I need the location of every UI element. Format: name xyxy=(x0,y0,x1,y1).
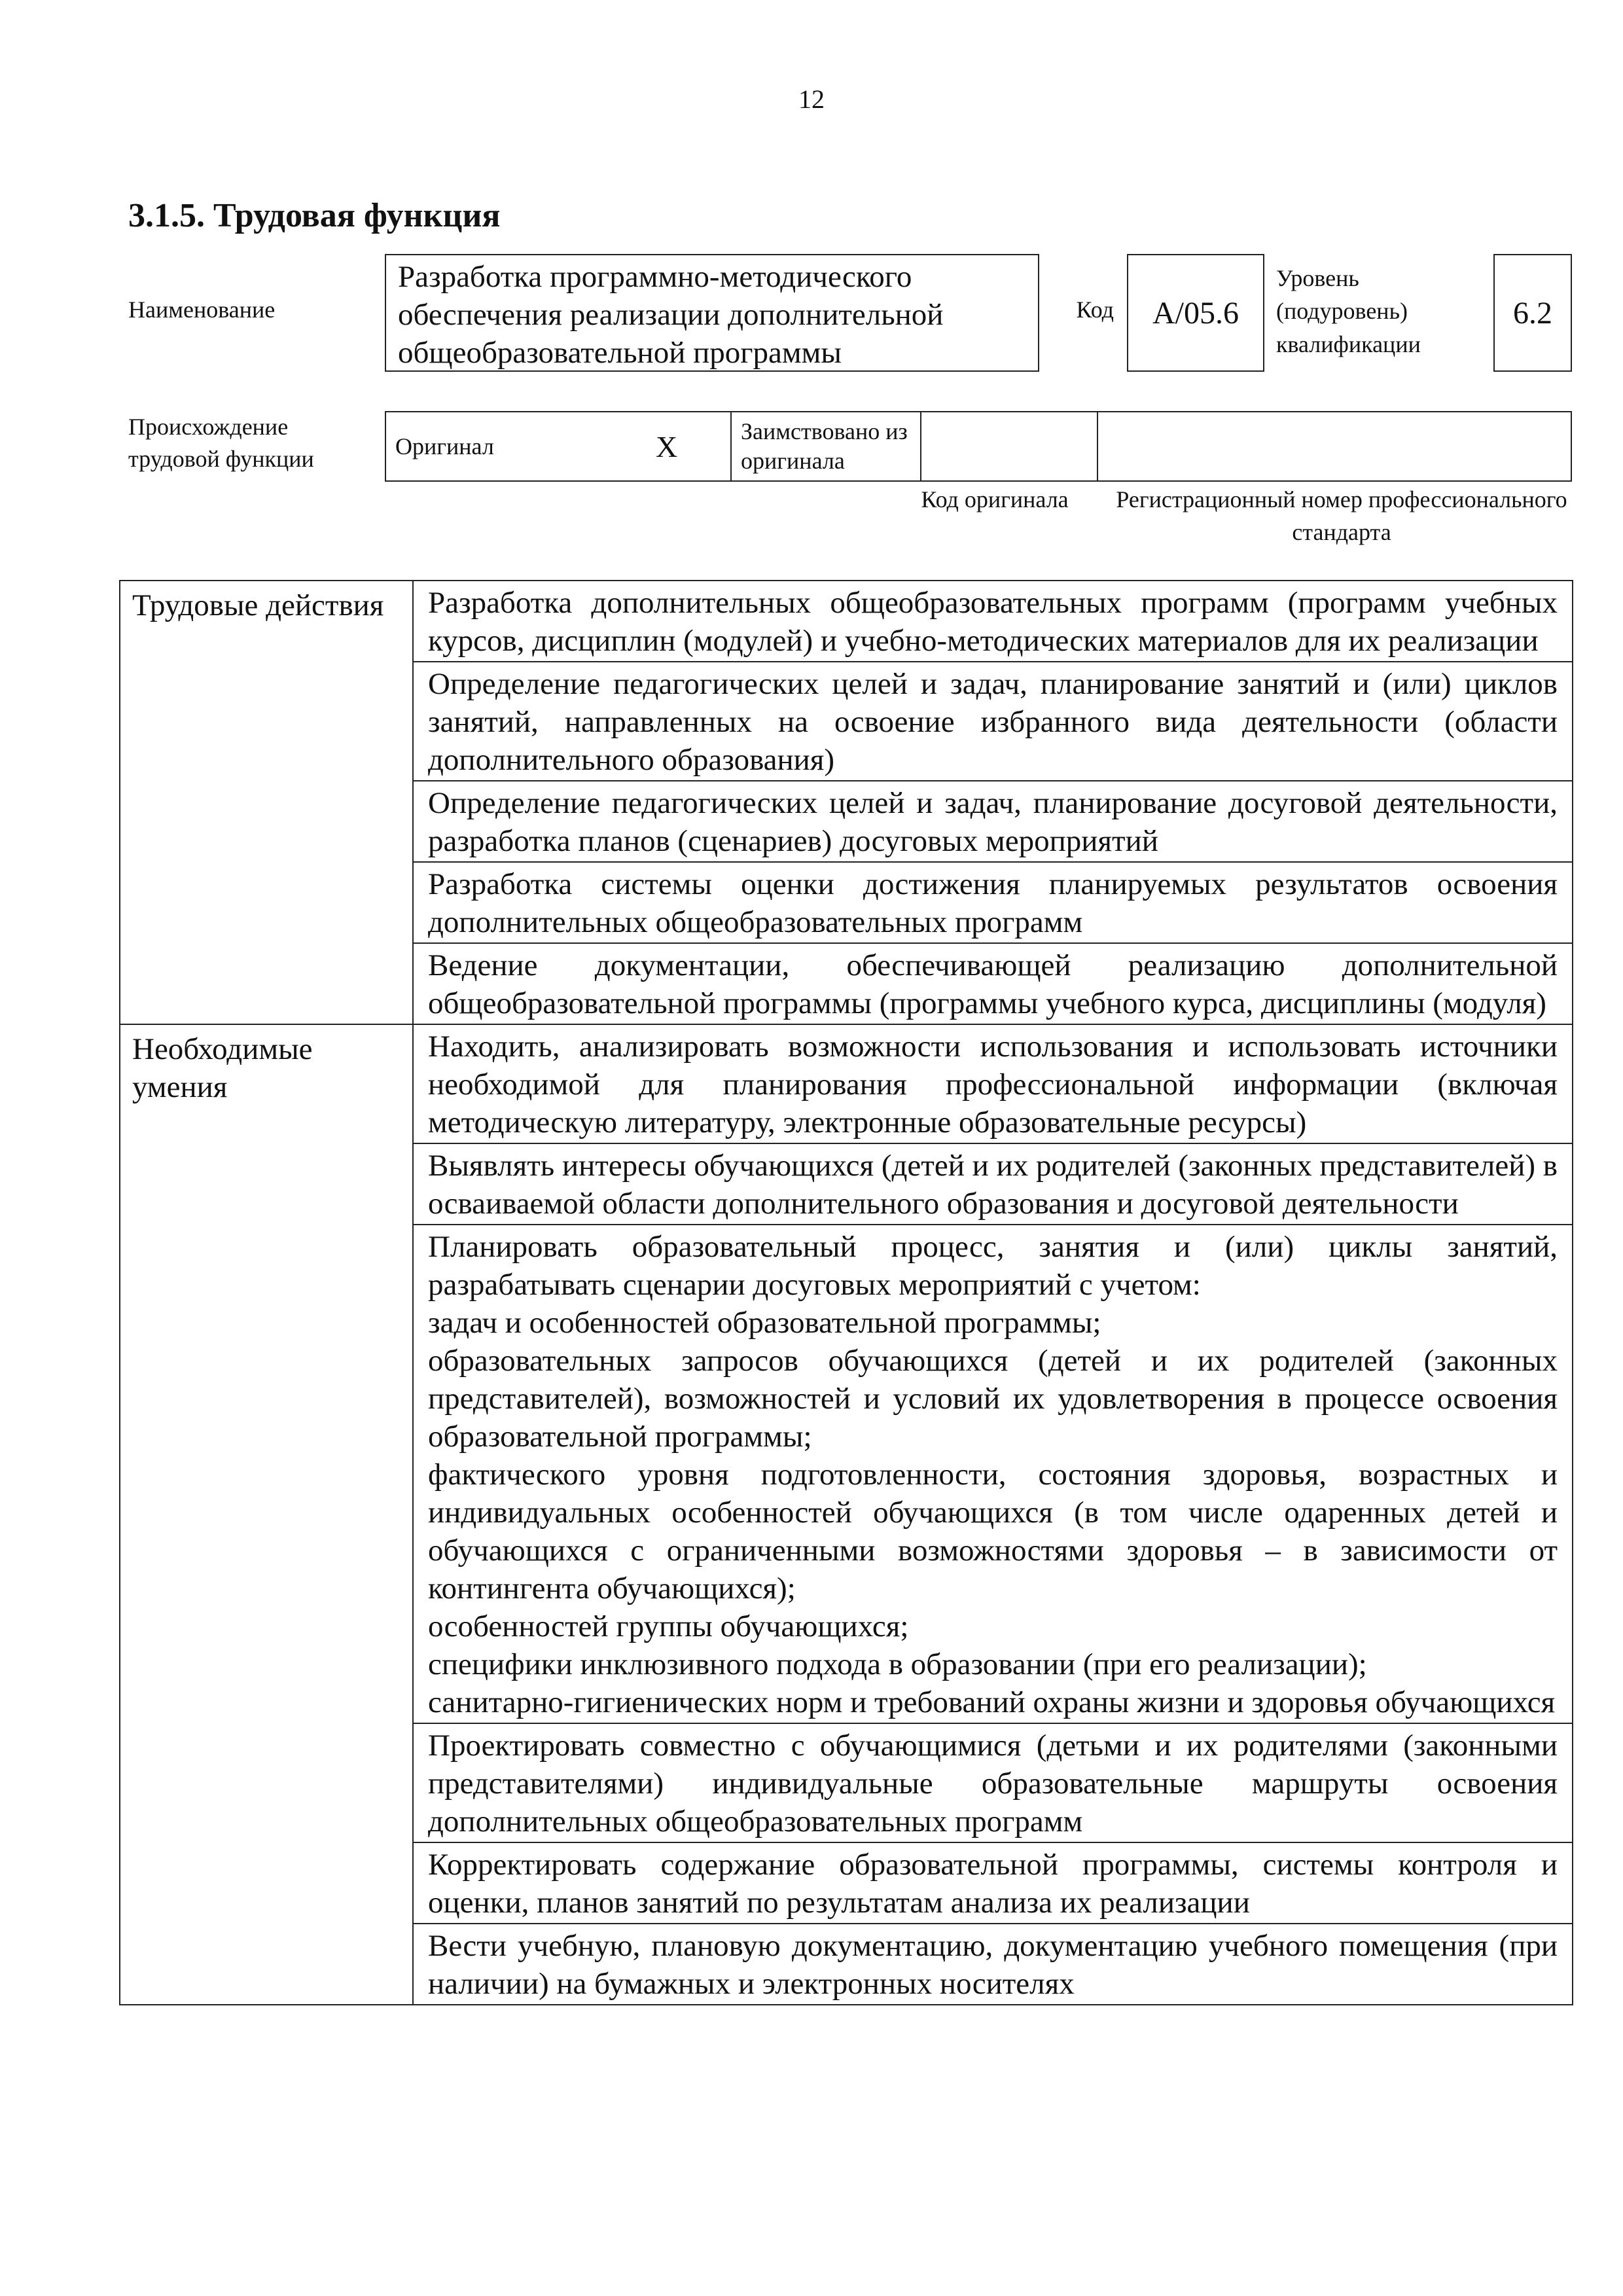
list-item xyxy=(413,1225,1573,1723)
code-label: Код xyxy=(1076,296,1114,323)
list-item xyxy=(413,1024,1573,1143)
list-item xyxy=(413,943,1573,1024)
item-line: санитарно-гигиенических норм и требований охраны жизни и здоровья обучающихся xyxy=(428,1685,1556,1719)
level-value: 6.2 xyxy=(1493,254,1572,372)
item-line: Разработка дополнительных общеобразовательных программ (программ учебных курсов, дисциплин (модулей) и учебно-методических материалов для их реализации xyxy=(428,586,1558,658)
list-item xyxy=(413,1842,1573,1924)
item-line: Планировать образовательный процесс, занятия и (или) циклы занятий, разрабатывать сценарии досуговых мероприятий с учетом: xyxy=(428,1230,1558,1302)
item-line: Проектировать совместно с обучающимися (детьми и их родителями (законными представителями) индивидуальные образовательные маршруты освоения дополнительных общеобразовательных программ xyxy=(428,1729,1558,1839)
section-title: 3.1.5. Трудовая функция xyxy=(128,197,501,234)
work-function-name: Разработка программно-методического обеспечения реализации дополнительной общеобразовательной программы xyxy=(385,254,1039,372)
list-item xyxy=(413,1723,1573,1842)
list-item xyxy=(413,1143,1573,1225)
name-label: Наименование xyxy=(128,296,276,323)
table-row xyxy=(120,1024,1573,1143)
list-item xyxy=(413,581,1573,662)
original-mark: X xyxy=(647,412,731,481)
section-title-cell: Необходимые умения xyxy=(120,1024,413,2005)
item-line: Корректировать содержание образовательной программы, системы контроля и оценки, планов занятий по результатам анализа их реализации xyxy=(428,1848,1558,1920)
origin-label: Происхождение трудовой функции xyxy=(128,414,314,472)
origin-code-cell xyxy=(921,412,1097,481)
section-title-cell: Трудовые действия xyxy=(120,581,413,1024)
functions-table xyxy=(119,580,1573,2005)
item-line: специфики инклюзивного подхода в образовании (при его реализации); xyxy=(428,1647,1367,1681)
item-line: задач и особенностей образовательной программы; xyxy=(428,1306,1101,1340)
list-item xyxy=(413,662,1573,781)
origin-code-caption: Код оригинала xyxy=(921,486,1069,512)
item-line: образовательных запросов обучающихся (детей и их родителей (законных представителей), возможностей и условий их удовлетворения в процессе освоения образовательной программы; xyxy=(428,1344,1558,1454)
list-item xyxy=(413,1924,1573,2005)
item-line: Ведение документации, обеспечивающей реализацию дополнительной общеобразовательной программы (программы учебного курса, дисциплины (модуля) xyxy=(428,948,1558,1020)
list-item xyxy=(413,862,1573,943)
code-value: A/05.6 xyxy=(1127,254,1264,372)
item-line: особенностей группы обучающихся; xyxy=(428,1609,909,1643)
borrowed-label: Заимствовано из оригинала xyxy=(731,412,921,481)
item-line: фактического уровня подготовленности, состояния здоровья, возрастных и индивидуальных особенностей обучающихся (в том числе одаренных детей и обучающихся с ограниченными возможностями здоровья – в зависимости от контингента обучающихся); xyxy=(428,1458,1558,1605)
registration-number-cell xyxy=(1097,412,1571,481)
origin-table xyxy=(385,411,1572,482)
item-line: Определение педагогических целей и задач, планирование досуговой деятельности, разработка планов (сценариев) досуговых мероприятий xyxy=(428,786,1558,858)
item-line: Вести учебную, плановую документацию, документацию учебного помещения (при наличии) на бумажных и электронных носителях xyxy=(428,1929,1558,2001)
original-label: Оригинал xyxy=(385,412,647,481)
registration-caption: Регистрационный номер профессионального стандарта xyxy=(1116,486,1567,546)
list-item xyxy=(413,781,1573,862)
page-number: 12 xyxy=(798,84,825,114)
level-label: Уровень (подуровень) квалификации xyxy=(1276,265,1421,357)
item-line: Выявлять интересы обучающихся (детей и их родителей (законных представителей) в осваиваемой области дополнительного образования и досуговой деятельности xyxy=(428,1149,1558,1221)
table-row xyxy=(120,581,1573,662)
item-line: Разработка системы оценки достижения планируемых результатов освоения дополнительных общеобразовательных программ xyxy=(428,867,1558,939)
item-line: Определение педагогических целей и задач, планирование занятий и (или) циклов занятий, направленных на освоение избранного вида деятельности (области дополнительного образования) xyxy=(428,667,1558,777)
item-line: Находить, анализировать возможности использования и использовать источники необходимой для планирования профессиональной информации (включая методическую литературу, электронные образовательные ресурсы) xyxy=(428,1030,1558,1139)
